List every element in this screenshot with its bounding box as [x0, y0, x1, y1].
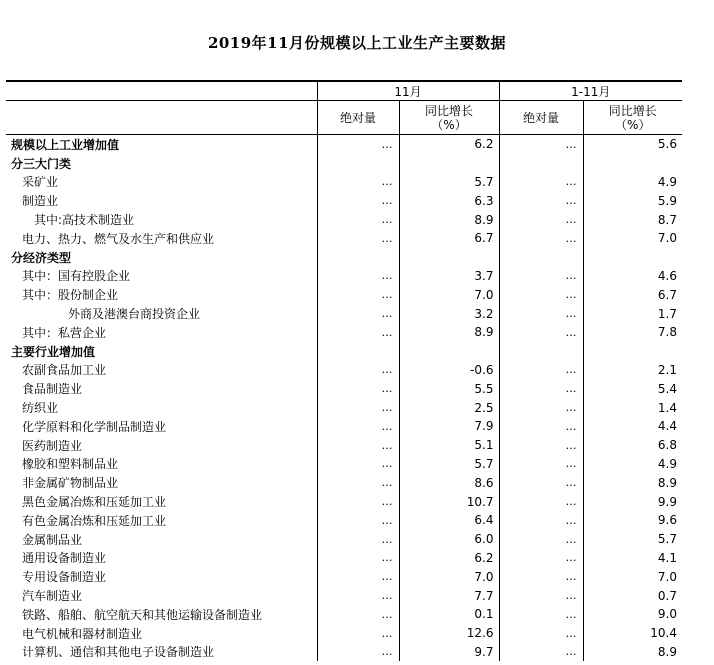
cumulative-abs-value: …: [499, 210, 583, 229]
cumulative-abs-value: …: [499, 135, 583, 154]
row-label: 其中:高技术制造业: [34, 213, 135, 228]
page-title: 2019年11月份规模以上工业生产主要数据: [207, 34, 507, 52]
cumulative-yoy-value: [583, 248, 682, 267]
current-abs-value: …: [317, 511, 399, 530]
current-abs-value: …: [317, 473, 399, 492]
cumulative-yoy-value: 7.0: [583, 229, 682, 248]
cumulative-yoy-value: 6.7: [583, 285, 682, 304]
table-row: [6, 643, 682, 662]
table-row: [6, 229, 682, 248]
row-label: 农副食品加工业: [22, 363, 107, 378]
row-label: 有色金属冶炼和压延加工业: [22, 513, 167, 528]
row-label: 分三大门类: [11, 156, 72, 171]
table-row: [6, 342, 682, 361]
header-yoy-current: [399, 101, 499, 135]
cumulative-yoy-value: 1.4: [583, 398, 682, 417]
row-label: 电气机械和器材制造业: [22, 626, 143, 641]
current-yoy-value: 5.5: [399, 379, 499, 398]
table-row: [6, 323, 682, 342]
row-label: 医药制造业: [22, 438, 83, 453]
header-period-cumulative: 1-11月: [499, 81, 682, 101]
current-yoy-value: 7.7: [399, 586, 499, 605]
table-row: [6, 567, 682, 586]
current-abs-value: …: [317, 586, 399, 605]
table-row: [6, 135, 682, 154]
row-label: 其中：私营企业: [22, 325, 107, 340]
cumulative-yoy-value: 5.9: [583, 191, 682, 210]
row-label: 汽车制造业: [22, 589, 83, 604]
cumulative-abs-value: …: [499, 511, 583, 530]
cumulative-abs-value: …: [499, 379, 583, 398]
cumulative-abs-value: …: [499, 643, 583, 662]
cumulative-abs-value: …: [499, 605, 583, 624]
cumulative-yoy-value: 7.8: [583, 323, 682, 342]
header-period-current: 11月: [317, 81, 499, 101]
table-row: [6, 530, 682, 549]
current-abs-value: …: [317, 323, 399, 342]
table-row: [6, 361, 682, 380]
current-yoy-value: -0.6: [399, 361, 499, 380]
current-yoy-value: 9.7: [399, 643, 499, 662]
cumulative-abs-value: …: [499, 549, 583, 568]
current-abs-value: …: [317, 285, 399, 304]
row-label: 专用设备制造业: [22, 570, 107, 585]
row-label: 主要行业增加值: [11, 344, 96, 359]
cumulative-yoy-value: 8.9: [583, 643, 682, 662]
row-label: 化学原料和化学制品制造业: [22, 419, 167, 434]
cumulative-yoy-value: 9.9: [583, 492, 682, 511]
table-row: [6, 605, 682, 624]
current-yoy-value: 12.6: [399, 624, 499, 643]
current-yoy-value: 8.9: [399, 210, 499, 229]
current-yoy-value: 2.5: [399, 398, 499, 417]
header-abs-current: 绝对量: [317, 101, 399, 135]
row-label: 金属制品业: [22, 532, 83, 547]
cumulative-abs-value: …: [499, 323, 583, 342]
current-abs-value: …: [317, 417, 399, 436]
cumulative-yoy-value: 8.7: [583, 210, 682, 229]
current-yoy-value: 3.2: [399, 304, 499, 323]
current-abs-value: …: [317, 492, 399, 511]
row-label: 采矿业: [22, 175, 59, 190]
current-abs-value: …: [317, 379, 399, 398]
table-row: [6, 398, 682, 417]
row-label: 制造业: [22, 194, 59, 209]
current-yoy-value: 7.0: [399, 567, 499, 586]
current-yoy-value: 6.3: [399, 191, 499, 210]
cumulative-abs-value: [499, 248, 583, 267]
current-abs-value: …: [317, 210, 399, 229]
table-row: [6, 586, 682, 605]
cumulative-yoy-value: 9.0: [583, 605, 682, 624]
current-yoy-value: 8.6: [399, 473, 499, 492]
table-row: [6, 511, 682, 530]
current-yoy-value: 6.0: [399, 530, 499, 549]
table-row: [6, 417, 682, 436]
header-row-periods: [6, 81, 682, 101]
cumulative-yoy-value: 5.6: [583, 135, 682, 154]
current-abs-value: [317, 342, 399, 361]
cumulative-yoy-value: 10.4: [583, 624, 682, 643]
current-abs-value: …: [317, 567, 399, 586]
current-abs-value: …: [317, 398, 399, 417]
current-abs-value: …: [317, 267, 399, 286]
table-row: [6, 304, 682, 323]
row-label: 黑色金属冶炼和压延加工业: [22, 495, 167, 510]
header-yoy-line1: 同比增长: [424, 103, 473, 118]
row-label: 电力、热力、燃气及水生产和供应业: [22, 231, 215, 246]
cumulative-abs-value: …: [499, 586, 583, 605]
current-yoy-value: 6.7: [399, 229, 499, 248]
row-label: 分经济类型: [11, 250, 72, 265]
cumulative-yoy-value: 5.4: [583, 379, 682, 398]
header-blank-2: [6, 101, 317, 135]
cumulative-abs-value: …: [499, 361, 583, 380]
current-abs-value: …: [317, 605, 399, 624]
table-row: [6, 154, 682, 173]
table-row: [6, 549, 682, 568]
cumulative-yoy-value: 2.1: [583, 361, 682, 380]
cumulative-abs-value: …: [499, 492, 583, 511]
current-abs-value: [317, 248, 399, 267]
cumulative-abs-value: …: [499, 229, 583, 248]
row-label: 食品制造业: [22, 382, 83, 397]
table-row: [6, 267, 682, 286]
cumulative-abs-value: …: [499, 398, 583, 417]
cumulative-abs-value: …: [499, 567, 583, 586]
current-abs-value: …: [317, 304, 399, 323]
table-body: [6, 135, 682, 662]
cumulative-abs-value: …: [499, 173, 583, 192]
cumulative-yoy-value: 4.6: [583, 267, 682, 286]
cumulative-abs-value: …: [499, 530, 583, 549]
header-abs-cumulative: 绝对量: [499, 101, 583, 135]
current-yoy-value: 6.2: [399, 135, 499, 154]
cumulative-yoy-value: [583, 154, 682, 173]
cumulative-yoy-value: 4.1: [583, 549, 682, 568]
current-yoy-value: 7.9: [399, 417, 499, 436]
table-row: [6, 455, 682, 474]
row-label: 纺织业: [22, 401, 59, 416]
table-row: [6, 173, 682, 192]
row-label: 橡胶和塑料制品业: [22, 457, 119, 472]
current-yoy-value: 5.1: [399, 436, 499, 455]
header-yoy-line1: 同比增长: [608, 103, 657, 118]
cumulative-yoy-value: 6.8: [583, 436, 682, 455]
data-table: [6, 80, 682, 661]
header-blank: [6, 81, 317, 101]
current-abs-value: …: [317, 624, 399, 643]
current-abs-value: …: [317, 191, 399, 210]
current-yoy-value: 3.7: [399, 267, 499, 286]
row-label: 通用设备制造业: [22, 551, 107, 566]
header-yoy-cumulative: [583, 101, 682, 135]
table-row: [6, 492, 682, 511]
current-abs-value: …: [317, 361, 399, 380]
cumulative-abs-value: …: [499, 436, 583, 455]
table-row: [6, 379, 682, 398]
current-abs-value: …: [317, 549, 399, 568]
cumulative-yoy-value: 4.9: [583, 173, 682, 192]
row-label: 非金属矿物制品业: [22, 476, 119, 491]
header-row-measures: [6, 101, 682, 135]
header-yoy-line2: （%）: [431, 117, 467, 132]
current-yoy-value: 7.0: [399, 285, 499, 304]
header-yoy-line2: （%）: [615, 117, 651, 132]
current-yoy-value: [399, 248, 499, 267]
row-label: 规模以上工业增加值: [11, 137, 120, 152]
row-label: 其中：股份制企业: [22, 288, 119, 303]
cumulative-abs-value: [499, 342, 583, 361]
table-row: [6, 436, 682, 455]
row-label: 计算机、通信和其他电子设备制造业: [22, 645, 215, 660]
current-abs-value: …: [317, 229, 399, 248]
current-yoy-value: 0.1: [399, 605, 499, 624]
current-yoy-value: 5.7: [399, 455, 499, 474]
current-yoy-value: 6.4: [399, 511, 499, 530]
cumulative-yoy-value: 1.7: [583, 304, 682, 323]
cumulative-abs-value: …: [499, 624, 583, 643]
current-yoy-value: 6.2: [399, 549, 499, 568]
current-yoy-value: [399, 154, 499, 173]
table-row: [6, 624, 682, 643]
row-label: 铁路、船舶、航空航天和其他运输设备制造业: [22, 607, 263, 622]
current-yoy-value: 5.7: [399, 173, 499, 192]
row-label: 外商及港澳台商投资企业: [68, 307, 201, 322]
cumulative-abs-value: [499, 154, 583, 173]
table-row: [6, 191, 682, 210]
table-row: [6, 473, 682, 492]
row-label: 其中：国有控股企业: [22, 269, 131, 284]
current-abs-value: …: [317, 135, 399, 154]
cumulative-yoy-value: 7.0: [583, 567, 682, 586]
current-abs-value: …: [317, 455, 399, 474]
current-abs-value: …: [317, 530, 399, 549]
cumulative-yoy-value: 9.6: [583, 511, 682, 530]
cumulative-abs-value: …: [499, 455, 583, 474]
cumulative-abs-value: …: [499, 473, 583, 492]
cumulative-abs-value: …: [499, 304, 583, 323]
cumulative-yoy-value: [583, 342, 682, 361]
current-abs-value: …: [317, 173, 399, 192]
current-yoy-value: [399, 342, 499, 361]
table-row: [6, 210, 682, 229]
current-abs-value: …: [317, 643, 399, 662]
current-yoy-value: 8.9: [399, 323, 499, 342]
current-yoy-value: 10.7: [399, 492, 499, 511]
table-row: [6, 285, 682, 304]
cumulative-abs-value: …: [499, 285, 583, 304]
cumulative-yoy-value: 5.7: [583, 530, 682, 549]
current-abs-value: …: [317, 436, 399, 455]
cumulative-abs-value: …: [499, 191, 583, 210]
cumulative-yoy-value: 4.9: [583, 455, 682, 474]
cumulative-abs-value: …: [499, 417, 583, 436]
cumulative-yoy-value: 4.4: [583, 417, 682, 436]
current-abs-value: [317, 154, 399, 173]
cumulative-abs-value: …: [499, 267, 583, 286]
table-row: [6, 248, 682, 267]
cumulative-yoy-value: 8.9: [583, 473, 682, 492]
cumulative-yoy-value: 0.7: [583, 586, 682, 605]
